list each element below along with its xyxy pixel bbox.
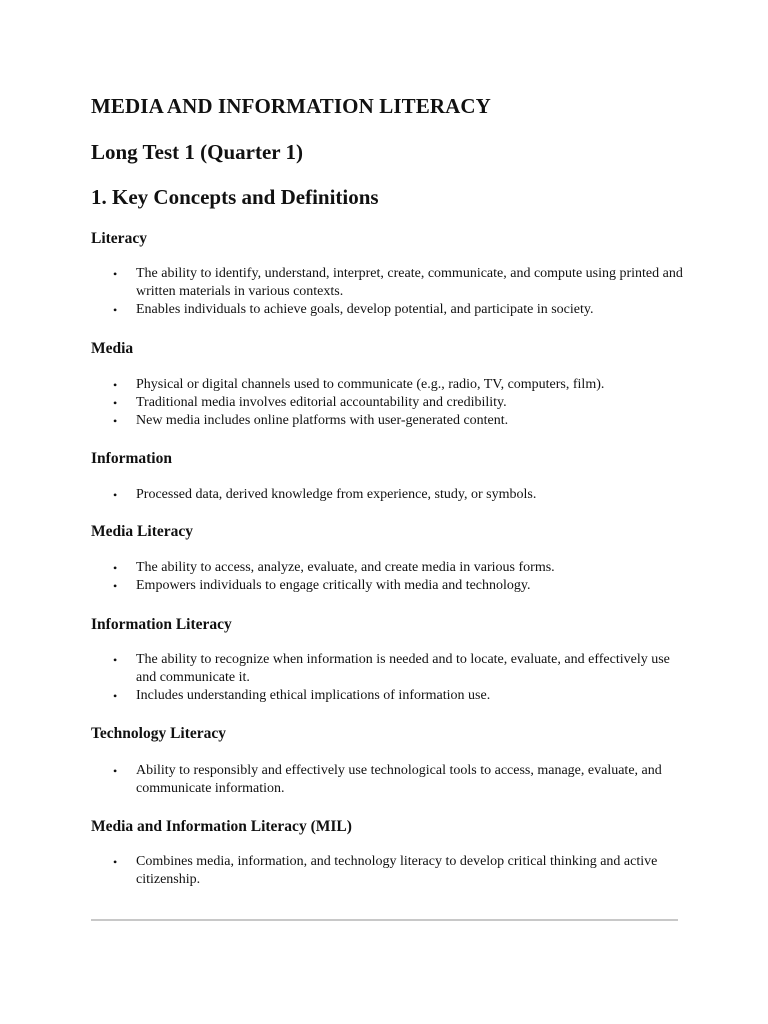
bullet-list-mil bbox=[91, 853, 691, 889]
bullet-list-literacy bbox=[91, 265, 691, 319]
bullet-list-technology-literacy bbox=[91, 762, 691, 798]
bullet-list-information-literacy bbox=[91, 651, 691, 705]
bullet-marker: • bbox=[113, 396, 118, 410]
bullet-marker: • bbox=[113, 378, 118, 392]
bullet-item bbox=[91, 301, 691, 319]
section-title: 1. Key Concepts and Definitions bbox=[91, 185, 379, 209]
subheading-literacy: Literacy bbox=[91, 230, 147, 247]
bullet-marker: • bbox=[113, 303, 118, 317]
subheading-media-literacy: Media Literacy bbox=[91, 523, 194, 540]
bullet-text: The ability to access, analyze, evaluate, and create media in various forms. bbox=[136, 560, 555, 575]
bullet-item bbox=[91, 651, 691, 687]
horizontal-rule bbox=[91, 919, 678, 921]
bullet-text: New media includes online platforms with user-generated content. bbox=[136, 413, 509, 428]
bullet-text: The ability to recognize when information is needed and to locate, evaluate, and effectively use and communicate it. bbox=[136, 652, 670, 685]
bullet-marker: • bbox=[113, 653, 118, 667]
bullet-text: Empowers individuals to engage critically with media and technology. bbox=[136, 578, 531, 593]
bullet-item bbox=[91, 376, 691, 394]
bullet-item bbox=[91, 687, 691, 705]
bullet-list-information bbox=[91, 486, 691, 504]
bullet-marker: • bbox=[113, 579, 118, 593]
bullet-item bbox=[91, 853, 691, 889]
subheading-media: Media bbox=[91, 340, 134, 357]
bullet-list-media-literacy bbox=[91, 559, 691, 595]
bullet-item bbox=[91, 762, 691, 798]
bullet-marker: • bbox=[113, 267, 118, 281]
document-subtitle: Long Test 1 (Quarter 1) bbox=[91, 140, 303, 164]
bullet-marker: • bbox=[113, 488, 118, 502]
subheading-mil: Media and Information Literacy (MIL) bbox=[91, 818, 352, 835]
bullet-item bbox=[91, 412, 691, 430]
subheading-information-literacy: Information Literacy bbox=[91, 616, 232, 633]
bullet-marker: • bbox=[113, 689, 118, 703]
bullet-text: Includes understanding ethical implications of information use. bbox=[136, 688, 491, 703]
document-title: MEDIA AND INFORMATION LITERACY bbox=[91, 94, 491, 118]
bullet-text: The ability to identify, understand, interpret, create, communicate, and compute using printed and written materials in various contexts. bbox=[136, 266, 683, 299]
bullet-text: Enables individuals to achieve goals, develop potential, and participate in society. bbox=[136, 302, 594, 317]
subheading-information: Information bbox=[91, 450, 172, 467]
bullet-text: Traditional media involves editorial accountability and credibility. bbox=[136, 395, 507, 410]
bullet-marker: • bbox=[113, 855, 118, 869]
bullet-item bbox=[91, 394, 691, 412]
bullet-marker: • bbox=[113, 561, 118, 575]
bullet-text: Processed data, derived knowledge from experience, study, or symbols. bbox=[136, 487, 537, 502]
bullet-marker: • bbox=[113, 414, 118, 428]
bullet-marker: • bbox=[113, 764, 118, 778]
bullet-list-media bbox=[91, 376, 691, 430]
bullet-item bbox=[91, 559, 691, 577]
bullet-text: Combines media, information, and technology literacy to develop critical thinking and active citizenship. bbox=[136, 854, 658, 887]
bullet-text: Physical or digital channels used to communicate (e.g., radio, TV, computers, film). bbox=[136, 377, 605, 392]
subheading-technology-literacy: Technology Literacy bbox=[91, 725, 227, 742]
bullet-text: Ability to responsibly and effectively use technological tools to access, manage, evaluate, and communicate information. bbox=[136, 763, 662, 796]
bullet-item bbox=[91, 486, 691, 504]
bullet-item bbox=[91, 265, 691, 301]
bullet-item bbox=[91, 577, 691, 595]
